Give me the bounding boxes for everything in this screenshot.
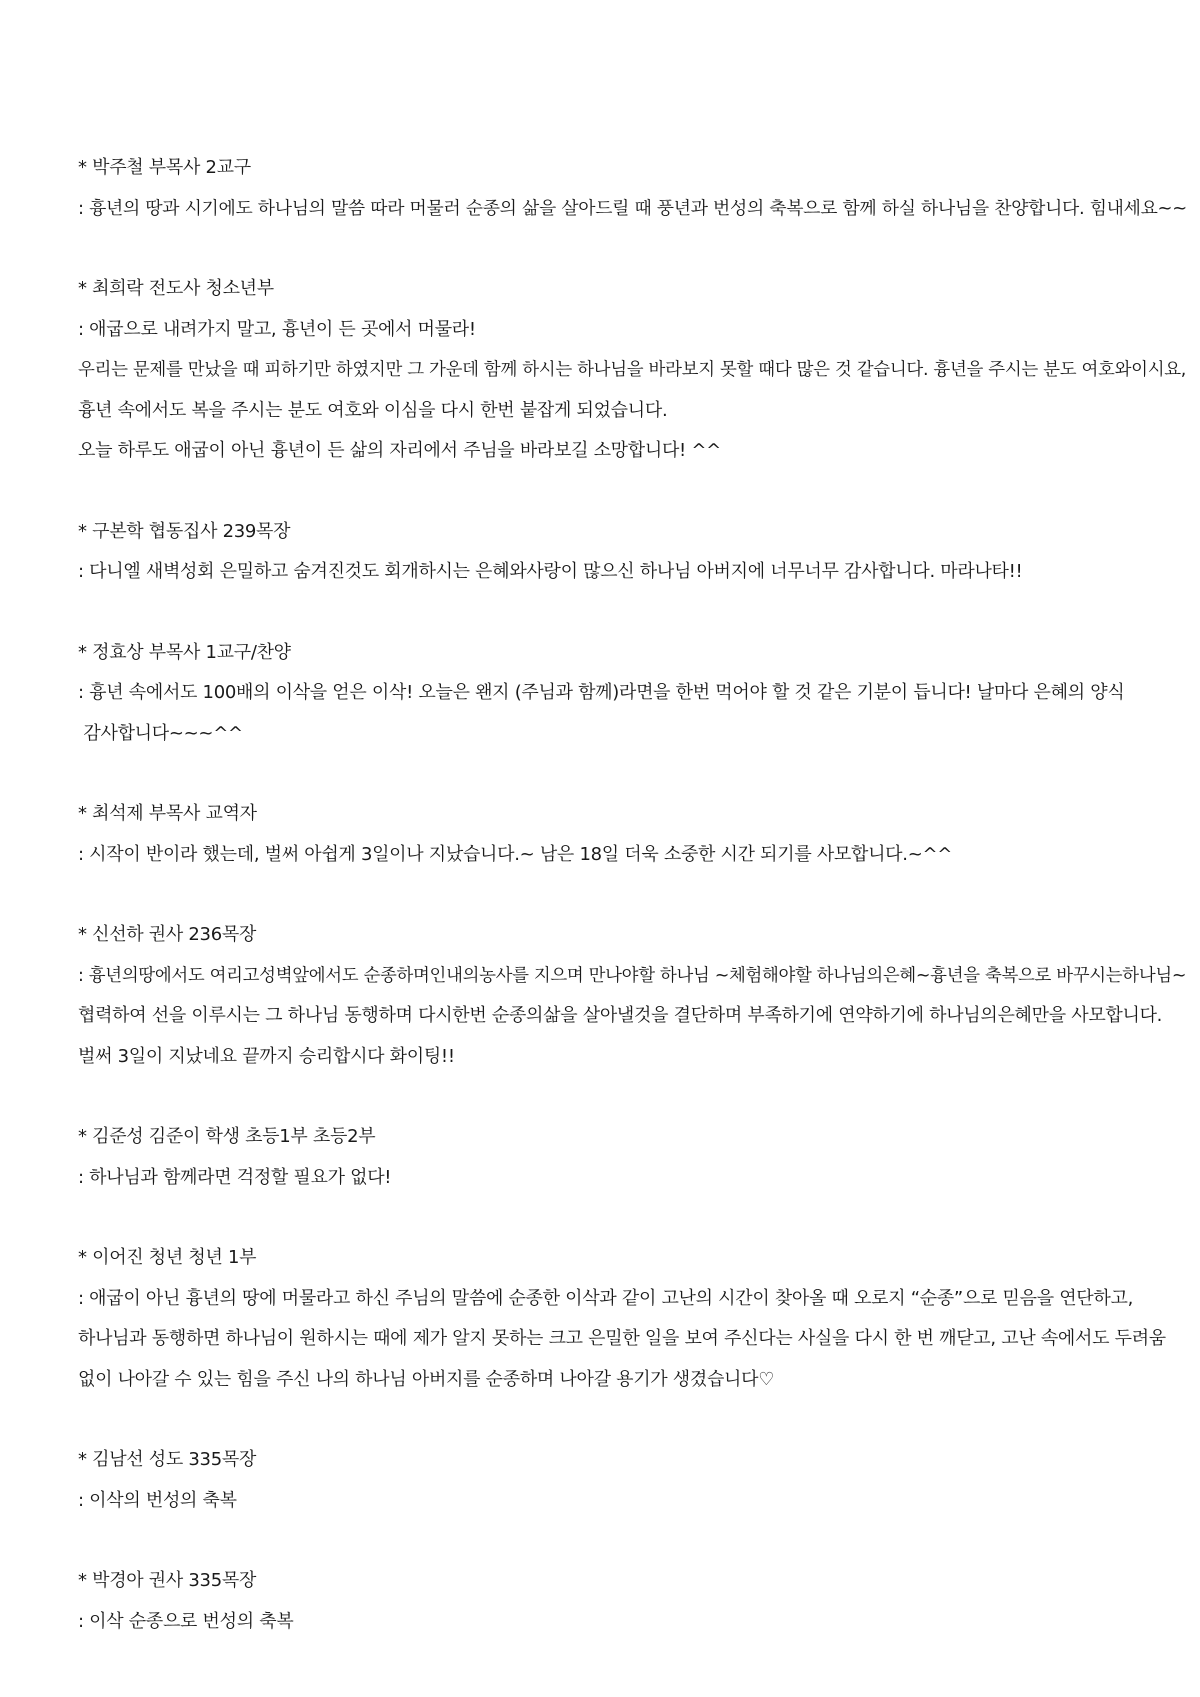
entry xyxy=(78,1238,1178,1400)
entry xyxy=(78,1117,1178,1198)
entry-line: : 하나님과 함께라면 걱정할 필요가 없다! xyxy=(78,1166,392,1188)
entry-line: : 다니엘 새벽성회 은밀하고 숨겨진것도 회개하시는 은혜와사랑이 많으신 하나님 아버지에 너무너무 감사합니다. 마라나타!! xyxy=(78,561,1023,582)
entry-line: : 애굽으로 내려가지 말고, 흉년이 든 곳에서 머물라! xyxy=(78,318,476,340)
entry xyxy=(78,148,1187,229)
entry xyxy=(78,794,1178,875)
entry-header: * 박경아 권사 335목장 xyxy=(78,1570,257,1591)
entry-line: 없이 나아갈 수 있는 힘을 주신 나의 하나님 아버지를 순종하며 나아갈 용기가 생겼습니다♡ xyxy=(78,1368,775,1390)
entry-line: : 애굽이 아닌 흉년의 땅에 머물라고 하신 주님의 말씀에 순종한 이삭과 같이 고난의 시간이 찾아올 때 오로지 “순종”으로 믿음을 연단하고, xyxy=(78,1287,1133,1309)
entry-line: : 이삭 순종으로 번성의 축복 xyxy=(78,1610,294,1632)
entry xyxy=(78,915,1187,1077)
entry-line: 벌써 3일이 지났네요 끝까지 승리합시다 화이팅!! xyxy=(78,1045,455,1067)
entry-header: * 구본학 협동집사 239목장 xyxy=(78,520,291,542)
entry-line: : 이삭의 번성의 축복 xyxy=(78,1489,237,1511)
entry-header: * 최희락 전도사 청소년부 xyxy=(78,278,274,299)
entry-line: 오늘 하루도 애굽이 아닌 흉년이 든 삶의 자리에서 주님을 바라보길 소망합니다! ^^ xyxy=(78,440,721,461)
entry xyxy=(78,269,1187,472)
entry-header: * 김남선 성도 335목장 xyxy=(78,1449,257,1470)
entry-header: * 최석제 부목사 교역자 xyxy=(78,803,257,824)
entry-line: : 시작이 반이라 했는데, 벌써 아쉽게 3일이나 지났습니다.~ 남은 18일 더욱 소중한 시간 되기를 사모합니다.~^^ xyxy=(78,843,953,865)
entry xyxy=(78,1440,1178,1521)
entry-line: 협력하여 선을 이루시는 그 하나님 동행하며 다시한번 순종의삶을 살아낼것을 결단하며 부족하기에 연약하기에 하나님의은혜만을 사모합니다. xyxy=(78,1005,1163,1026)
entry-header: * 김준성 김준이 학생 초등1부 초등2부 xyxy=(78,1126,376,1147)
entry-header: * 이어진 청년 청년 1부 xyxy=(78,1247,257,1268)
entry-header: * 박주철 부목사 2교구 xyxy=(78,157,251,178)
entry-line: : 흉년 속에서도 100배의 이삭을 얻은 이삭! 오늘은 왠지 (주님과 함께)라면을 한번 먹어야 할 것 같은 기분이 듭니다! 날마다 은혜의 양식 xyxy=(78,682,1125,703)
entry-line: : 흉년의땅에서도 여리고성벽앞에서도 순종하며인내의농사를 지으며 만나야할 하나님 ~체험해야할 하나님의은혜~흉년을 축복으로 바꾸시는하나님~ xyxy=(78,965,1187,986)
entry-line: 감사합니다~~~^^ xyxy=(78,722,243,744)
entry xyxy=(78,1561,1178,1642)
entry-line: 우리는 문제를 만났을 때 피하기만 하였지만 그 가운데 함께 하시는 하나님을 바라보지 못할 때다 많은 것 같습니다. 흉년을 주시는 분도 여호와이시요, xyxy=(78,360,1187,380)
entry-header: * 신선하 권사 236목장 xyxy=(78,924,257,945)
testimony-document xyxy=(78,148,1187,1682)
entry-line: : 흉년의 땅과 시기에도 하나님의 말씀 따라 머물러 순종의 삶을 살아드릴 때 풍년과 번성의 축복으로 함께 하실 하나님을 찬양합니다. 힘내세요~~ xyxy=(78,197,1187,219)
entry xyxy=(78,512,1178,593)
entry-line: 하나님과 동행하면 하나님이 원하시는 때에 제가 알지 못하는 크고 은밀한 일을 보여 주신다는 사실을 다시 한 번 깨닫고, 고난 속에서도 두려움 xyxy=(78,1328,1166,1349)
entry xyxy=(78,633,1178,755)
entry-header: * 정효상 부목사 1교구/찬양 xyxy=(78,641,291,663)
entry-line: 흉년 속에서도 복을 주시는 분도 여호와 이심을 다시 한번 붙잡게 되었습니다. xyxy=(78,399,668,421)
